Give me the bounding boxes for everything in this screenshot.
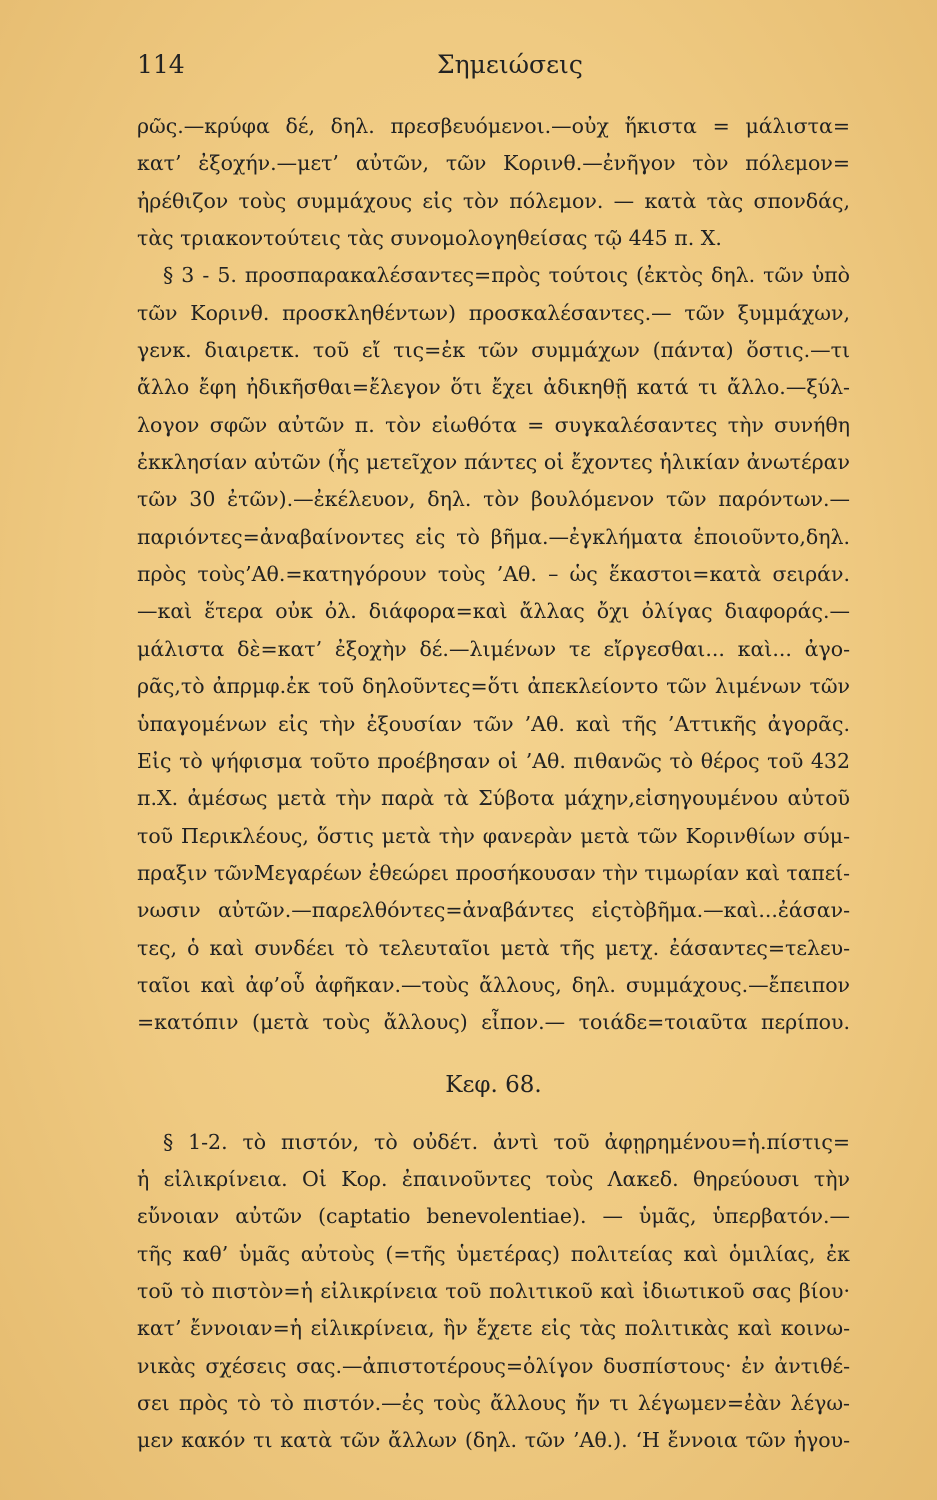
text-line: τοῦ Περικλέους, ὅστις μετὰ τὴν φανερὰν μετὰ τῶν Κορινθίων σύμ- [137, 823, 850, 848]
page-header [137, 48, 827, 88]
page-number: 114 [137, 50, 185, 79]
text-line: =κατόπιν (μετὰ τοὺς ἄλλους) εἶπον.— τοιάδε=τοιαῦτα περίπου. [137, 1010, 850, 1035]
text-line: ἐκκλησίαν αὐτῶν (ἧς μετεῖχον πάντες οἱ ἔχοντες ἡλικίαν ἀνωτέραν [137, 450, 850, 475]
text-line: ταῖοι καὶ ἀφ’οὗ ἀφῆκαν.—τοὺς ἄλλους, δηλ. συμμάχους.—ἔπειπον [137, 972, 850, 997]
text-line: τῶν Κορινθ. προσκληθέντων) προσκαλέσαντες.— τῶν ξυμμάχων, [137, 300, 850, 325]
text-line: μάλιστα δὲ=κατ’ ἐξοχὴν δέ.—λιμένων τε εἴργεσθαι... καὶ... ἀγο- [137, 636, 850, 661]
chapter-heading: Κεφ. 68. [445, 1071, 542, 1098]
text-line: ἡ εἰλικρίνεια. Οἱ Κορ. ἐπαινοῦντες τοὺς Λακεδ. θηρεύουσι τὴν [137, 1166, 850, 1191]
text-line: παριόντες=ἀναβαίνοντες εἰς τὸ βῆμα.—ἐγκλήματα ἐποιοῦντο,δηλ. [137, 524, 850, 549]
text-line: γενκ. διαιρετκ. τοῦ εἴ τις=ἐκ τῶν συμμάχων (πάντα) ὅστις.—τι [137, 338, 850, 363]
text-line: ἄλλο ἔφη ἠδικῆσθαι=ἔλεγον ὅτι ἔχει ἀδικηθῇ κατά τι ἄλλο.—ξύλ- [137, 375, 850, 400]
text-line: π.Χ. ἀμέσως μετὰ τὴν παρὰ τὰ Σύβοτα μάχην,εἰσηγουμένου αὐτοῦ [137, 786, 850, 811]
text-line: ὑπαγομένων εἰς τὴν ἐξουσίαν τῶν ’Αθ. καὶ τῆς ’Αττικῆς ἀγορᾶς. [137, 711, 850, 736]
text-line: νικὰς σχέσεις σας.—ἀπιστοτέρους=ὀλίγον δυσπίστους· ἐν ἀντιθέ- [137, 1353, 850, 1378]
text-line: —καὶ ἕτερα οὐκ ὀλ. διάφορα=καὶ ἄλλας ὄχι ὀλίγας διαφοράς.— [137, 599, 850, 624]
text-line: τῶν 30 ἐτῶν).—ἐκέλευον, δηλ. τὸν βουλόμενον τῶν παρόντων.— [137, 487, 850, 512]
text-line: εὔνοιαν αὐτῶν (captatio benevolentiae). — ὑμᾶς, ὑπερβατόν.— [137, 1204, 850, 1229]
text-line: πρὸς τοὺς’Αθ.=κατηγόρουν τοὺς ’Αθ. – ὡς ἕκαστοι=κατὰ σειράν. [137, 562, 850, 587]
text-line: σει πρὸς τὸ τὸ πιστόν.—ἐς τοὺς ἄλλους ἤν τι λέγωμεν=ἐὰν λέγω- [137, 1391, 850, 1415]
running-title: Σημειώσεις [437, 50, 583, 79]
text-line: Εἰς τὸ ψήφισμα τοῦτο προέβησαν οἱ ’Αθ. πιθανῶς τὸ θέρος τοῦ 432 [137, 748, 850, 773]
text-line: § 1-2. τὸ πιστόν, τὸ οὐδέτ. ἀντὶ τοῦ ἀφῃρημένου=ἡ.πίστις= [163, 1129, 850, 1154]
text-line: τῆς καθ’ ὑμᾶς αὐτοὺς (=τῆς ὑμετέρας) πολιτείας καὶ ὁμιλίας, ἐκ [137, 1241, 850, 1266]
page-body [137, 108, 850, 1460]
text-line: πραξιν τῶνΜεγαρέων ἐθεώρει προσήκουσαν τὴν τιμωρίαν καὶ ταπεί- [137, 860, 850, 885]
notes-paragraph-block-1 [137, 108, 850, 1042]
text-line: § 3 - 5. προσπαρακαλέσαντες=πρὸς τούτοις (ἐκτὸς δηλ. τῶν ὑπὸ [163, 263, 850, 288]
text-line: ἠρέθιζον τοὺς συμμάχους εἰς τὸν πόλεμον. — κατὰ τὰς σπονδάς, [137, 188, 850, 213]
notes-paragraph-block-2 [137, 1124, 850, 1460]
text-line: ρῶς.—κρύφα δέ, δηλ. πρεσβευόμενοι.—οὐχ ἥκιστα = μάλιστα= [137, 114, 850, 138]
text-line: λογον σφῶν αὐτῶν π. τὸν εἰωθότα = συγκαλέσαντες τὴν συνήθη [137, 412, 850, 437]
text-line: τὰς τριακοντούτεις τὰς συνομολογηθείσας τῷ 445 π. Χ. [137, 226, 722, 251]
text-line: τοῦ τὸ πιστὸν=ἡ εἰλικρίνεια τοῦ πολιτικοῦ καὶ ἰδιωτικοῦ σας βίου· [137, 1278, 850, 1303]
text-line: κατ’ ἐξοχήν.—μετ’ αὐτῶν, τῶν Κορινθ.—ἐνῆγον τὸν πόλεμον= [137, 151, 850, 176]
text-line: τες, ὁ καὶ συνδέει τὸ τελευταῖοι μετὰ τῆς μετχ. ἐάσαντες=τελευ- [137, 935, 850, 960]
text-line: ρᾶς,τὸ ἀπρμφ.ἐκ τοῦ δηλοῦντες=ὅτι ἀπεκλείοντο τῶν λιμένων τῶν [137, 674, 850, 699]
text-line: νωσιν αὐτῶν.—παρελθόντες=ἀναβάντες εἰςτὸβῆμα.—καὶ...ἐάσαν- [137, 898, 850, 923]
text-line: μεν κακόν τι κατὰ τῶν ἄλλων (δηλ. τῶν ’Αθ.). ‘Η ἔννοια τῶν ἡγου- [137, 1428, 850, 1453]
text-line: κατ’ ἔννοιαν=ἡ εἰλικρίνεια, ἣν ἔχετε εἰς τὰς πολιτικὰς καὶ κοινω- [137, 1316, 850, 1341]
